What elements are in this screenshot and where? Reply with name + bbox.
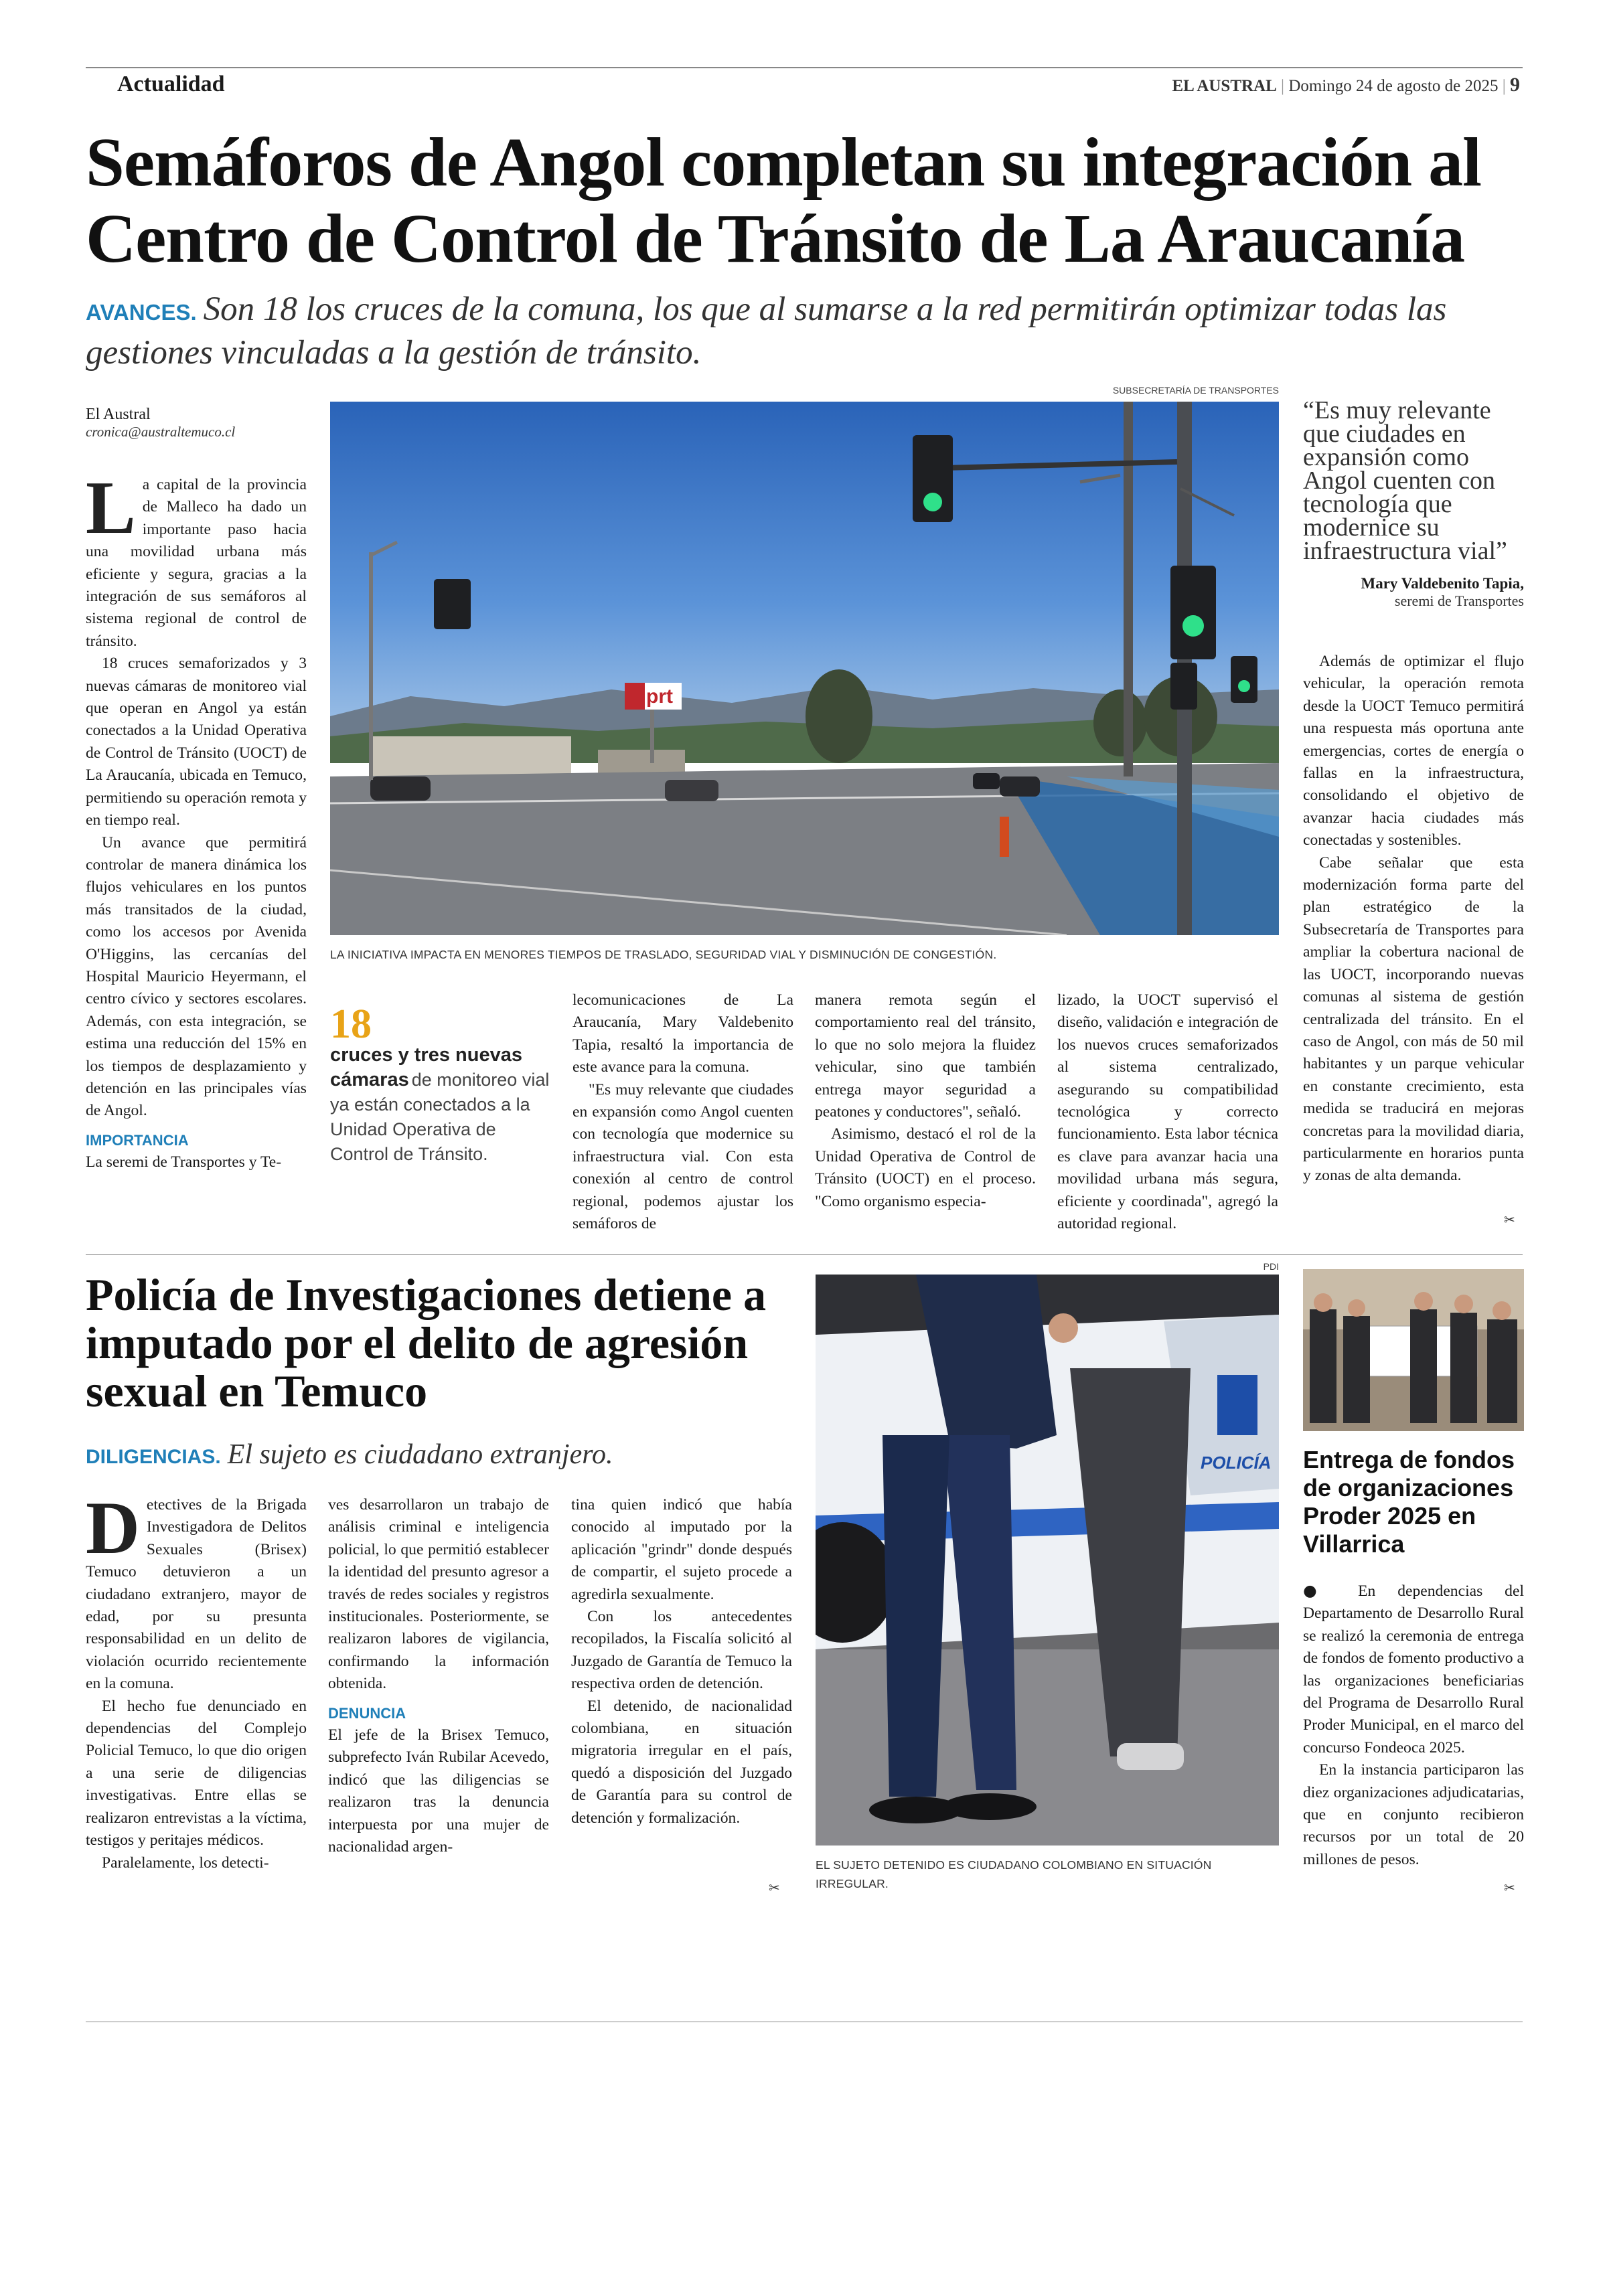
deck-avances	[86, 289, 1525, 373]
end-of-article-icon: ✂	[1504, 1880, 1515, 1896]
header-top-rule	[86, 67, 1523, 68]
paragraph: 18 cruces semaforizados y 3 nuevas cámaras de monitoreo vial que operan en Angol ya están conectados a la Unidad Operativa de Control de Tránsito (UOCT) de La Araucanía, ubicada en Temuco, permitiendo su operación remota y en tiempo real.	[86, 655, 307, 829]
issue-date: Domingo 24 de agosto de 2025	[1288, 77, 1499, 95]
article2-col1	[86, 1487, 307, 1874]
byline-email[interactable]: cronica@australtemuco.cl	[86, 424, 236, 440]
article1-col6	[1303, 651, 1524, 1187]
traffic-light-left	[434, 579, 471, 629]
kicker-diligencias: DILIGENCIAS.	[86, 1446, 221, 1468]
section-label: Actualidad	[117, 72, 225, 96]
end-of-article-icon: ✂	[769, 1880, 780, 1896]
traffic-light-right	[1170, 566, 1216, 659]
photo-detention	[816, 1275, 1279, 1846]
masthead: EL AUSTRAL | Domingo 24 de agosto de 2025 | 9	[1172, 74, 1520, 96]
photo-traffic-lights	[330, 402, 1279, 935]
article2-col3	[571, 1494, 792, 1829]
subhead-importancia: IMPORTANCIA	[86, 1131, 189, 1149]
stat-rest-text: de monitoreo vial ya están conectados a la Unidad Operativa de Control de Tránsito.	[330, 1070, 550, 1164]
pull-quote-author: Mary Valdebenito Tapia,	[1361, 575, 1524, 592]
bullet-icon: ●	[1303, 1581, 1359, 1600]
svg-text:POLICÍA: POLICÍA	[1201, 1453, 1272, 1473]
photo-credit: SUBSECRETARÍA DE TRANSPORTES	[1112, 385, 1279, 396]
headline-pdi: Policía de Investigaciones detiene a imputado por el delito de agresión sexual en Temuco	[86, 1269, 767, 1416]
section-divider	[86, 1254, 1523, 1255]
paragraph: Cabe señalar que esta modernización forma parte del plan estratégico de la Subsecretaría de Transportes para ampliar la cobertura nacional de las UOCT, incorporando nuevas comunas al sistema de gestión centralizada del tránsito. En el caso de Angol, con más de 50 mil habitantes y un parque vehicular en constante crecimiento, esta medida se traducirá en mejoras concretas para la movilidad diaria, particularmente en horarios punta y zonas de alta demanda.	[1303, 853, 1524, 1185]
paragraph: La capital de la provincia de Malleco ha dado un importante paso hacia una movilidad urbana más eficiente y segura, gracias a la integración de sus semáforos al sistema regional de control de tránsito.	[86, 467, 307, 650]
article3-body	[1303, 1580, 1524, 1871]
deck-diligencias	[86, 1438, 795, 1474]
page-number: 9	[1510, 74, 1520, 96]
byline	[86, 406, 307, 440]
article2-col2	[328, 1494, 549, 1859]
paragraph: Detectives de la Brigada Investigadora de Delitos Sexuales (Brisex) Temuco detuvieron a un ciudadano extranjero, mayor de edad, por su presunta responsabilidad en un delito de violación ocurrido recientemente en la comuna.	[86, 1487, 307, 1693]
photo-caption-pdi: EL SUJETO DETENIDO ES CIUDADANO COLOMBIANO EN SITUACIÓN IRREGULAR.	[816, 1858, 1212, 1890]
paragraph: El hecho fue denunciado en dependencias del Complejo Policial Temuco, lo que dio origen a una serie de diligencias investigativas. Entre ellas se realizaron entrevistas a la víctima, testigos y peritajes médicos.	[86, 1697, 307, 1850]
paragraph: El jefe de la Brisex Temuco, subprefecto Iván Rubilar Acevedo, indicó que las diligencias se realizaron tras la denuncia interpuesta por una mujer de nacionalidad argen-	[328, 1726, 549, 1856]
paragraph: Además de optimizar el flujo vehicular, la operación remota desde la UOCT Temuco permitirá una respuesta más oportuna ante emergencias, cortes de energía o fallas en la infraestructura, consolidando el objetivo de avanzar hacia ciudades más conectadas y sostenibles.	[1303, 653, 1524, 849]
kicker-avances: AVANCES.	[86, 300, 197, 325]
ceremony-illustration	[1303, 1269, 1524, 1431]
photo-ceremony	[1303, 1269, 1524, 1431]
pull-quote-role: seremi de Transportes	[1394, 592, 1524, 609]
article1-col3	[572, 989, 793, 1235]
detention-scene-illustration	[816, 1275, 1279, 1846]
paragraph: Asimismo, destacó el rol de la Unidad Operativa de Control de Tránsito (UOCT) en el proceso. "Como organismo especia-	[815, 1125, 1036, 1210]
end-of-article-icon: ✂	[1504, 1212, 1515, 1228]
deck-text: El sujeto es ciudadano extranjero.	[227, 1439, 613, 1470]
traffic-scene-illustration	[330, 402, 1279, 935]
paragraph: La seremi de Transportes y Te-	[86, 1153, 282, 1171]
stat-number: 18	[330, 1001, 372, 1047]
deck-text: Son 18 los cruces de la comuna, los que al sumarse a la red permitirán optimizar todas las gestiones vinculadas a la gestión de tránsito.	[86, 291, 1447, 372]
pull-quote-text: “Es muy relevante que ciudades en expansión como Angol cuenten con tecnología que modernice su infraestructura vial”	[1303, 396, 1507, 565]
article1-col1	[86, 467, 307, 1174]
paragraph: ● En dependencias del Departamento de Desarrollo Rural se realizó la ceremonia de entrega de fondos de fomento productivo a las organizaciones beneficiarias del Programa de Desarrollo Rural Proder Municipal, en el marco del concurso Fondeoca 2025.	[1303, 1581, 1524, 1756]
paragraph: lizado, la UOCT supervisó el diseño, validación e integración de los nuevos cruces semaforizados al sistema centralizado, asegurando su compatibilidad tecnológica y correcto funcionamiento. Esta labor técnica es clave para avanzar hacia una movilidad urbana más segura, eficiente y coordinada", agregó la autoridad regional.	[1057, 991, 1278, 1233]
headline-semaforos: Semáforos de Angol completan su integración al Centro de Control de Tránsito de La Araucanía	[86, 124, 1482, 277]
drop-cap-d: D	[86, 1487, 140, 1570]
prt-sign: prt	[646, 685, 673, 708]
photo-credit-pdi: PDI	[1263, 1261, 1279, 1272]
article1-col4	[815, 989, 1036, 1213]
paragraph: manera remota según el comportamiento real del tránsito, lo que no solo mejora la fluidez vehicular, sino que también entrega mayor seguridad a peatones y conductores", señaló.	[815, 991, 1036, 1121]
photo-caption: LA INICIATIVA IMPACTA EN MENORES TIEMPOS DE TRASLADO, SEGURIDAD VIAL Y DISMINUCIÓN DE CONGESTIÓN.	[330, 948, 997, 961]
paragraph: tina quien indicó que había conocido al imputado por la aplicación "grindr" donde después de compartir, el sujeto procede a agredirla sexualmente.	[571, 1496, 792, 1603]
paragraph: Un avance que permitirá controlar de manera dinámica los flujos vehiculares en los puntos más transitados de la ciudad, como los accesos por Avenida O'Higgins, las cercanías del Hospital Mauricio Heyermann, el centro cívico y sectores escolares. Además, con esta integración, se estima una reducción del 15% en los tiempos de desplazamiento y detención en las principales vías de Angol.	[86, 833, 307, 1120]
pull-quote	[1303, 396, 1524, 610]
paragraph: Con los antecedentes recopilados, la Fiscalía solicitó al Juzgado de Garantía de Temuco la respectiva orden de detención.	[571, 1608, 792, 1693]
stat-box	[330, 1001, 551, 1168]
stat-bold-text: cruces y tres nuevas cámaras	[330, 1044, 522, 1090]
paragraph: En la instancia participaron las diez organizaciones adjudicatarias, que en conjunto recibieron recursos por un total de 20 millones de pesos.	[1303, 1761, 1524, 1868]
article1-col5	[1057, 989, 1278, 1235]
headline-proder: Entrega de fondos de organizaciones Proder 2025 en Villarrica	[1303, 1446, 1515, 1558]
paragraph: El detenido, de nacionalidad colombiana, en situación migratoria irregular en el país, quedó a disposición del Juzgado de Garantía para su control de detención y formalización.	[571, 1697, 792, 1827]
paper-name: EL AUSTRAL	[1172, 77, 1277, 95]
paragraph: Paralelamente, los detecti-	[102, 1854, 269, 1872]
byline-name: El Austral	[86, 406, 151, 423]
paragraph: ves desarrollaron un trabajo de análisis criminal e inteligencia policial, lo que permitió establecer la identidad del presunto agresor a través de redes sociales y registros institucionales. Posteriormente, se realizaron labores de vigilancia, confirmando la información obtenida.	[328, 1496, 549, 1693]
paragraph: "Es muy relevante que ciudades en expansión como Angol cuenten con tecnología que modernice su infraestructura vial. Con esta conexión al centro de control regional, podemos ajustar los semáforos de	[572, 1080, 793, 1233]
drop-cap-l: L	[86, 467, 136, 550]
subhead-denuncia: DENUNCIA	[328, 1704, 406, 1722]
paragraph: lecomunicaciones de La Araucanía, Mary Valdebenito Tapia, resaltó la importancia de este avance para la comuna.	[572, 991, 793, 1076]
